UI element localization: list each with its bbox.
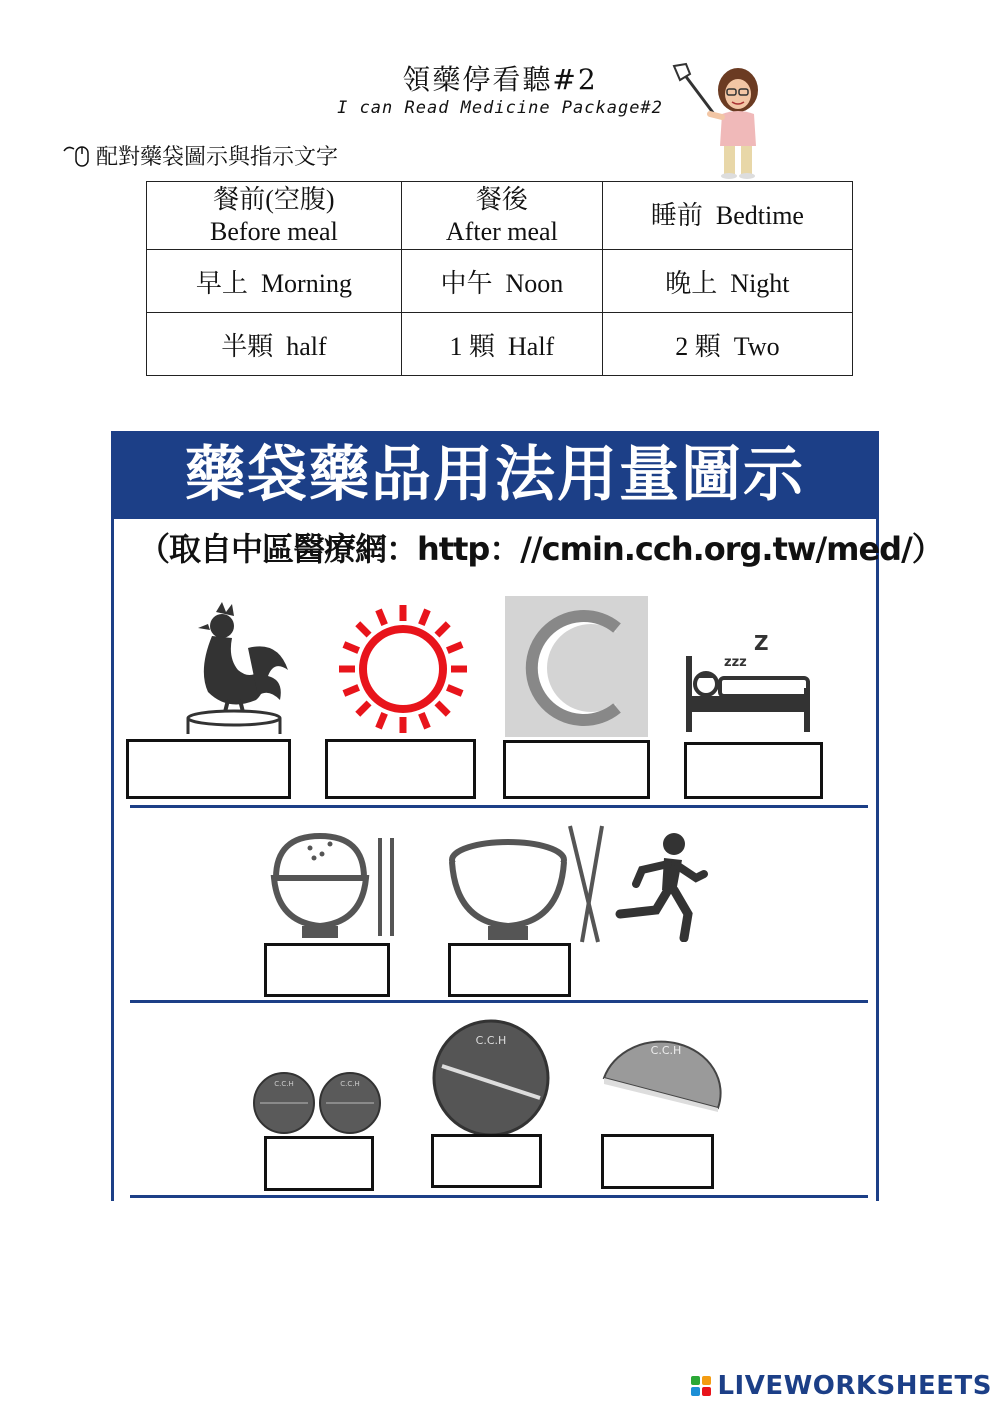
rooster-icon	[168, 600, 294, 734]
instruction-text: 配對藥袋圖示與指示文字	[96, 145, 339, 170]
mouse-pointer-icon	[62, 143, 92, 169]
sun-ray	[379, 713, 385, 728]
one-pill-icon	[430, 1018, 552, 1138]
pill-label: C.C.H	[274, 1080, 294, 1088]
sun-ray	[358, 624, 369, 635]
table-row	[147, 182, 853, 250]
table-cell: 餐後 After meal	[401, 182, 602, 250]
word-table	[146, 181, 853, 376]
table-cell: 半顆 half	[147, 313, 402, 376]
answer-box-morning[interactable]	[126, 739, 291, 799]
answer-box-before-meal[interactable]	[264, 943, 390, 997]
pill-label: C.C.H	[340, 1080, 360, 1088]
teacher-avatar	[670, 62, 782, 180]
running-person-icon	[612, 830, 710, 942]
table-cell: 1 顆 Half	[401, 313, 602, 376]
table-row	[147, 250, 853, 313]
sun-ray	[437, 703, 448, 714]
answer-box-noon[interactable]	[325, 739, 476, 799]
table-cell: 餐前(空腹) Before meal	[147, 182, 402, 250]
pill-label: C.C.H	[475, 1034, 507, 1047]
table-cell: 2 顆 Two	[602, 313, 852, 376]
sun-ray	[379, 610, 385, 625]
two-pills-icon	[250, 1070, 384, 1136]
half-pill-icon	[600, 1024, 722, 1114]
logo-mark-icon	[691, 1376, 711, 1396]
row-divider	[130, 1195, 868, 1198]
moon-icon	[505, 596, 648, 737]
sun-icon	[334, 602, 472, 736]
answer-box-night[interactable]	[503, 740, 650, 799]
sun-ray	[421, 713, 427, 728]
answer-box-bedtime[interactable]	[684, 742, 823, 799]
row-divider	[130, 805, 868, 808]
rice-bowl-empty-icon	[446, 822, 608, 944]
svg-text:Z: Z	[754, 631, 769, 655]
answer-box-one-pill[interactable]	[431, 1134, 542, 1188]
instruction	[62, 140, 338, 171]
bed-sleep-icon	[684, 626, 814, 732]
rice-bowl-full-icon	[268, 826, 398, 942]
panel-banner-title: 藥袋藥品用法用量圖示	[185, 440, 805, 510]
table-cell: 晚上 Night	[602, 250, 852, 313]
sun-ray	[358, 703, 369, 714]
sun-ray	[344, 645, 359, 651]
logo-text: LIVEWORKSHEETS	[717, 1371, 992, 1401]
sun-ray	[344, 687, 359, 693]
answer-box-after-meal[interactable]	[448, 943, 571, 997]
answer-box-half-pill[interactable]	[601, 1134, 714, 1189]
liveworksheets-logo	[691, 1371, 992, 1401]
table-cell: 中午 Noon	[401, 250, 602, 313]
table-cell: 早上 Morning	[147, 250, 402, 313]
worksheet-title: 領藥停看聽#2	[402, 63, 598, 96]
row-divider	[130, 1000, 868, 1003]
sun-ray	[447, 687, 462, 693]
sun-ray	[421, 610, 427, 625]
sleep-z-text: zzz	[724, 655, 747, 670]
sun-ray	[437, 624, 448, 635]
answer-box-two-pills[interactable]	[264, 1136, 374, 1191]
source-note: （取自中區醫療網：http：//cmin.cch.org.tw/med/）	[138, 530, 943, 568]
table-cell: 睡前 Bedtime	[602, 182, 852, 250]
sun-ray	[447, 645, 462, 651]
table-row	[147, 313, 853, 376]
pill-label: C.C.H	[650, 1044, 682, 1057]
worksheet-subtitle: I can Read Medicine Package#2	[337, 98, 663, 118]
